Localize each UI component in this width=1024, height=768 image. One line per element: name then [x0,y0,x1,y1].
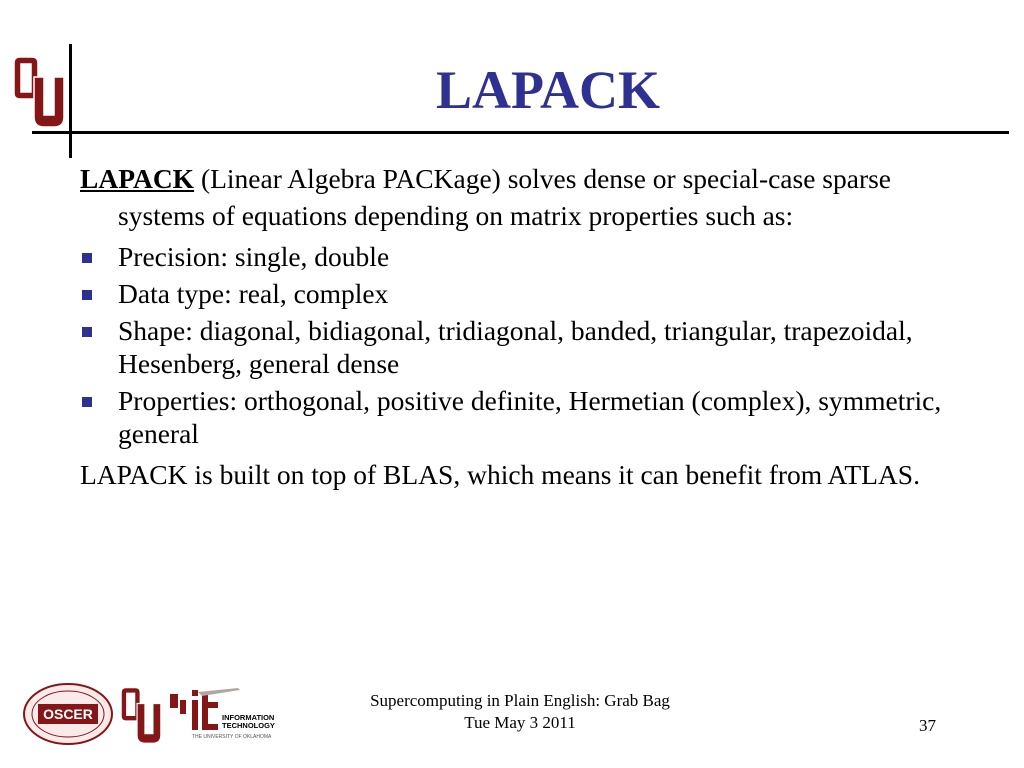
oscer-logo-text: OSCER [43,706,93,722]
square-bullet-icon [82,290,92,300]
list-item [80,240,960,273]
slide-title: LAPACK [436,60,660,120]
footer-line-1: Supercomputing in Plain English: Grab Bag [370,691,670,710]
bullet-list [80,240,960,450]
bullet-text: Precision: single, double [118,241,390,272]
intro-paragraph [80,160,960,234]
square-bullet-icon [82,397,92,407]
list-item [80,384,960,450]
ou-logo-small [118,686,164,748]
it-logo-text-2: TECHNOLOGY [222,721,275,730]
horizontal-rule [69,131,1009,134]
bullet-text: Data type: real, complex [118,278,389,309]
page-number: 37 [919,716,936,735]
it-logo-text-3: THE UNIVERSITY OF OKLAHOMA [192,734,272,740]
square-bullet-icon [82,327,92,337]
list-item [80,277,960,310]
footer-line-2: Tue May 3 2011 [464,713,576,732]
intro-lead: LAPACK [80,163,195,194]
slide-body [80,160,960,493]
it-logo-text-1: INFORMATION [222,713,275,722]
intro-text: (Linear Algebra PACKage) solves dense or special-case sparse systems of equations depending on matrix properties such as: [118,163,892,231]
bullet-text: Shape: diagonal, bidiagonal, tridiagonal, banded, triangular, trapezoidal, Hesenberg, general dense [118,315,913,379]
square-bullet-icon [82,253,92,263]
oscer-logo [22,682,116,746]
list-item [80,314,960,380]
information-technology-logo [168,686,292,742]
ou-logo [10,55,68,133]
footer-text [330,690,710,734]
closing-paragraph: LAPACK is built on top of BLAS, which means it can benefit from ATLAS. [80,459,920,490]
bullet-text: Properties: orthogonal, positive definite, Hermetian (complex), symmetric, general [118,385,942,449]
